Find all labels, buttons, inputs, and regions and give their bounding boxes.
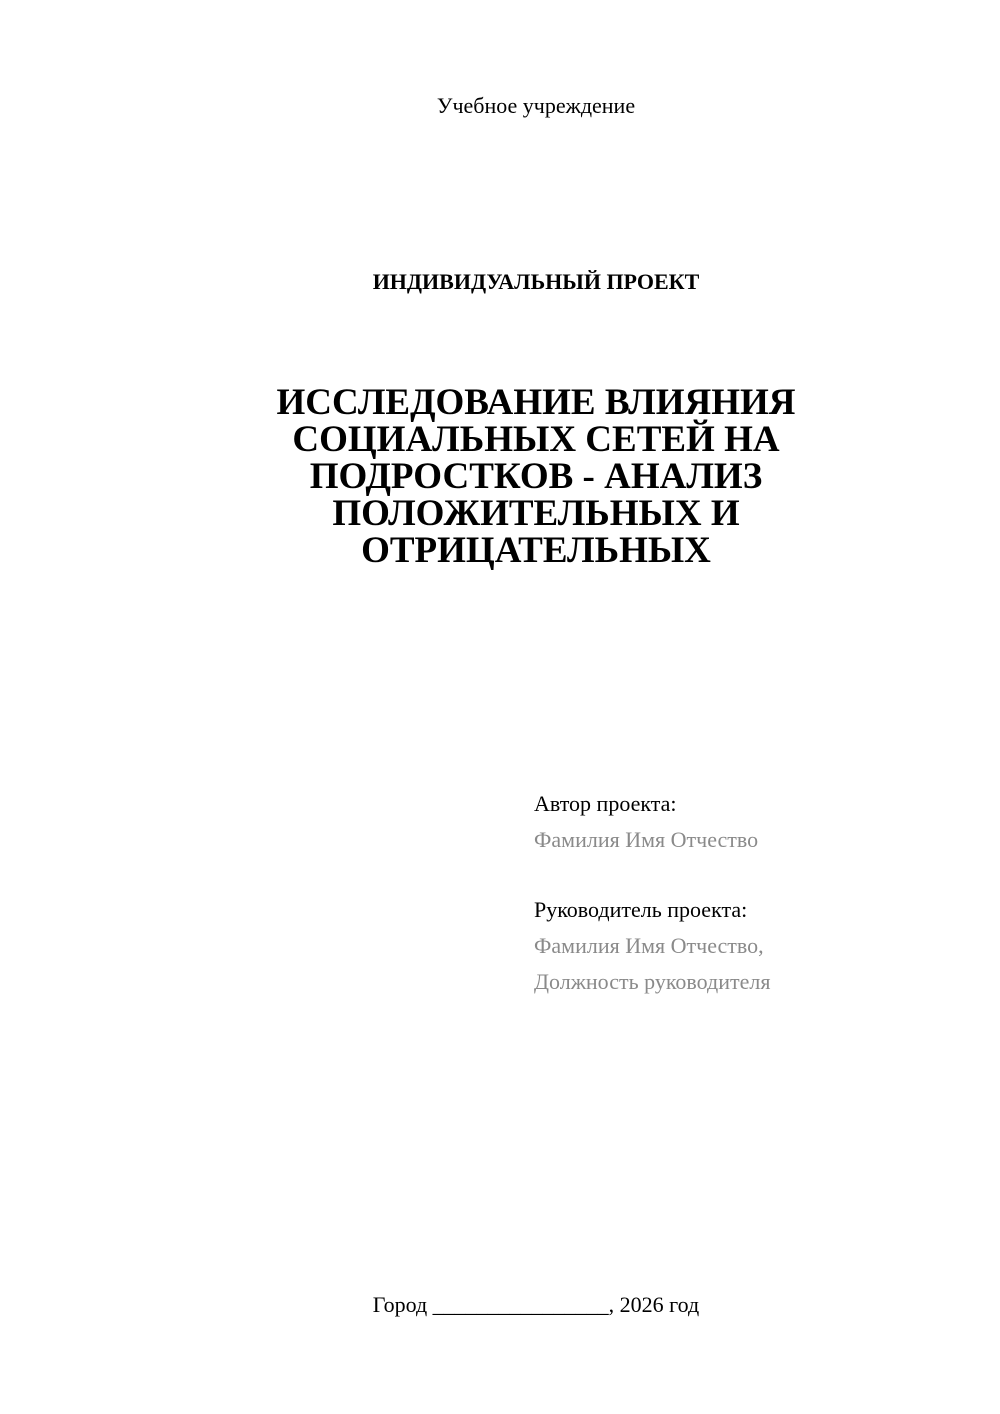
- supervisor-position: Должность руководителя: [534, 969, 771, 994]
- institution-name: Учебное учреждение: [436, 93, 636, 118]
- credits-block: [534, 786, 954, 1000]
- document-type: ИНДИВИДУАЛЬНЫЙ ПРОЕКТ: [372, 269, 700, 294]
- city-label: Город: [372, 1292, 428, 1317]
- author-name: Фамилия Имя Отчество: [534, 827, 759, 852]
- year-text: , 2026 год: [608, 1292, 700, 1317]
- supervisor-block: [534, 892, 954, 1000]
- project-title: ИССЛЕДОВАНИЕ ВЛИЯНИЯ СОЦИАЛЬНЫХ СЕТЕЙ НА ПОДРОСТКОВ - АНАЛИЗ ПОЛОЖИТЕЛЬНЫХ И ОТРИЦАТЕЛЬНЫХ: [276, 382, 796, 571]
- supervisor-name: Фамилия Имя Отчество,: [534, 933, 764, 958]
- supervisor-label: Руководитель проекта:: [534, 897, 748, 922]
- author-label: Автор проекта:: [534, 791, 677, 816]
- city-year-line: [0, 1290, 1000, 1320]
- city-blank: ________________: [432, 1292, 609, 1317]
- author-block: [534, 786, 954, 858]
